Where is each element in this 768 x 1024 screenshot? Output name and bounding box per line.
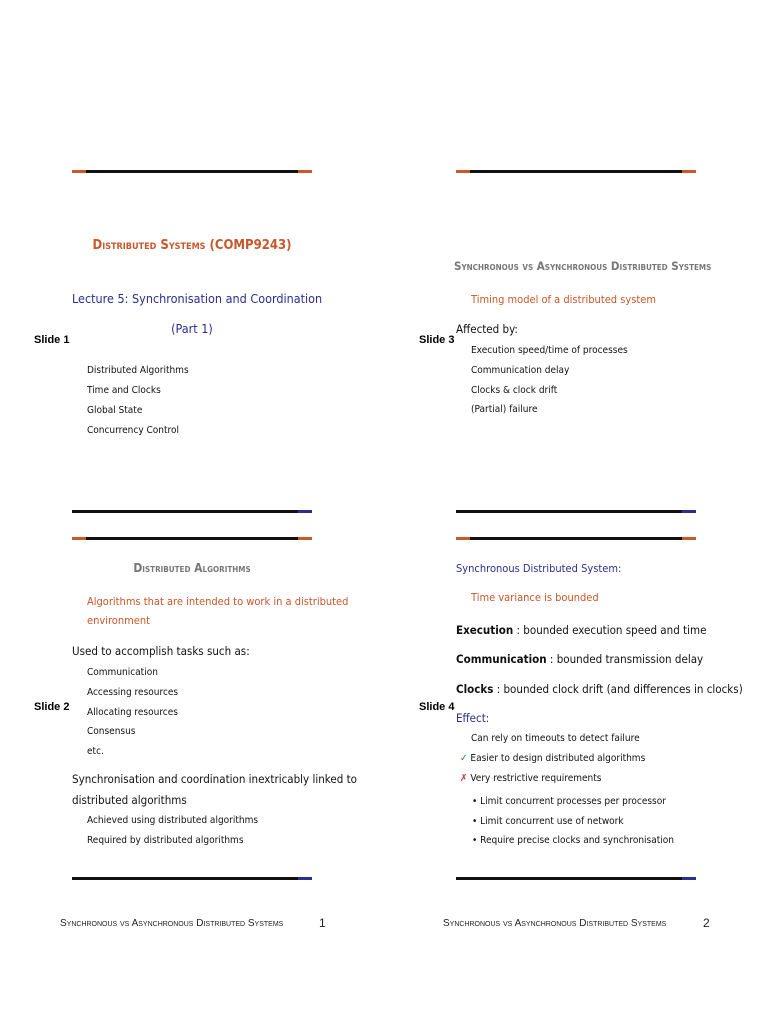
slide-2-definition-line1: Algorithms that are intended to work in a distributed	[87, 595, 349, 608]
footer-left-page-number: 1	[319, 916, 326, 930]
slide-2-task: etc.	[87, 746, 104, 757]
slide-2-used-to: Used to accomplish tasks such as:	[72, 644, 250, 658]
slide-3-title: Synchronous vs Asynchronous Distributed Systems	[454, 259, 712, 273]
slide-2-label: Slide 2	[34, 701, 70, 713]
slide-1-label: Slide 1	[34, 334, 70, 346]
slide-4-label: Slide 4	[419, 701, 455, 713]
slide-4-effect: Effect:	[456, 711, 490, 725]
slide-4-row-desc: : bounded transmission delay	[549, 652, 704, 666]
slide-2-task: Consensus	[87, 726, 136, 737]
slide-4-heading: Synchronous Distributed System:	[456, 562, 622, 575]
slide-1-item: Concurrency Control	[87, 425, 179, 436]
footer-right-page-number: 2	[703, 916, 710, 930]
slide-4-con-row	[460, 773, 601, 784]
slide-4-bullet-row	[472, 835, 674, 846]
slide-2-sync-item: Achieved using distributed algorithms	[87, 815, 259, 826]
slide-3-subtitle: Timing model of a distributed system	[471, 293, 657, 306]
slide-2-title: Distributed Algorithms	[133, 561, 251, 575]
slide-4-effect-item: Can rely on timeouts to detect failure	[471, 733, 640, 744]
slide-2-sync-line2: distributed algorithms	[72, 793, 187, 807]
slide-4-row-clocks	[456, 682, 743, 696]
bullet-icon: •	[472, 796, 478, 807]
slide-4-row-desc: : bounded clock drift (and differences in clocks)	[496, 682, 743, 696]
footer-right-text: Synchronous vs Asynchronous Distributed Systems	[443, 918, 667, 929]
slide-3-top-rule	[456, 170, 696, 173]
slide-4-bullet-row	[472, 796, 666, 807]
cross-icon: ✗	[460, 773, 468, 784]
slide-4-row-communication	[456, 652, 703, 666]
slide-2-bottom-rule	[72, 877, 312, 880]
slide-4-bottom-rule	[456, 877, 696, 880]
slide-4-row-term: Execution	[456, 623, 514, 637]
slide-1-item: Distributed Algorithms	[87, 365, 189, 376]
slide-4-bullet-row	[472, 816, 624, 827]
slide-1-bottom-rule	[72, 510, 312, 513]
footer-left-text: Synchronous vs Asynchronous Distributed Systems	[60, 918, 284, 929]
slide-2-sync-line1: Synchronisation and coordination inextricably linked to	[72, 772, 357, 786]
slide-3-item: Communication delay	[471, 365, 570, 376]
slide-4-row-execution	[456, 623, 706, 637]
slide-3-bottom-rule	[456, 510, 696, 513]
slide-1-item: Time and Clocks	[87, 385, 161, 396]
slide-3-item: Clocks & clock drift	[471, 385, 558, 396]
slide-2-task: Accessing resources	[87, 687, 179, 698]
slide-2-task: Communication	[87, 667, 158, 678]
slide-1-item: Global State	[87, 405, 143, 416]
slide-3-item: (Partial) failure	[471, 404, 538, 415]
slide-3-affected-by: Affected by:	[456, 322, 518, 336]
slide-4-bullet-text: Require precise clocks and synchronisation	[480, 835, 674, 846]
slide-1-top-rule	[72, 170, 312, 173]
slide-4-row-term: Clocks	[456, 682, 494, 696]
slide-4-pro-row	[460, 753, 645, 764]
slide-4-subheading: Time variance is bounded	[471, 591, 599, 604]
slide-4-con-text: Very restrictive requirements	[470, 773, 602, 784]
slide-1-title: Distributed Systems (COMP9243)	[92, 238, 292, 253]
slide-4-row-term: Communication	[456, 652, 547, 666]
slide-4-bullet-text: Limit concurrent use of network	[480, 816, 624, 827]
slide-3-label: Slide 3	[419, 334, 455, 346]
bullet-icon: •	[472, 835, 478, 846]
bullet-icon: •	[472, 816, 478, 827]
slide-4-bullet-text: Limit concurrent processes per processor	[480, 796, 666, 807]
slide-4-top-rule	[456, 537, 696, 540]
slide-2-definition-line2: environment	[87, 614, 151, 627]
slide-1-subtitle-line1: Lecture 5: Synchronisation and Coordination	[72, 291, 323, 306]
slide-2-task: Allocating resources	[87, 707, 178, 718]
slide-4-pro-text: Easier to design distributed algorithms	[470, 753, 646, 764]
slide-2-top-rule	[72, 537, 312, 540]
slide-3-item: Execution speed/time of processes	[471, 345, 628, 356]
slide-4-row-desc: : bounded execution speed and time	[516, 623, 707, 637]
slide-2-sync-item: Required by distributed algorithms	[87, 835, 244, 846]
check-icon: ✓	[460, 753, 468, 764]
slide-1-subtitle-line2: (Part 1)	[171, 321, 213, 336]
